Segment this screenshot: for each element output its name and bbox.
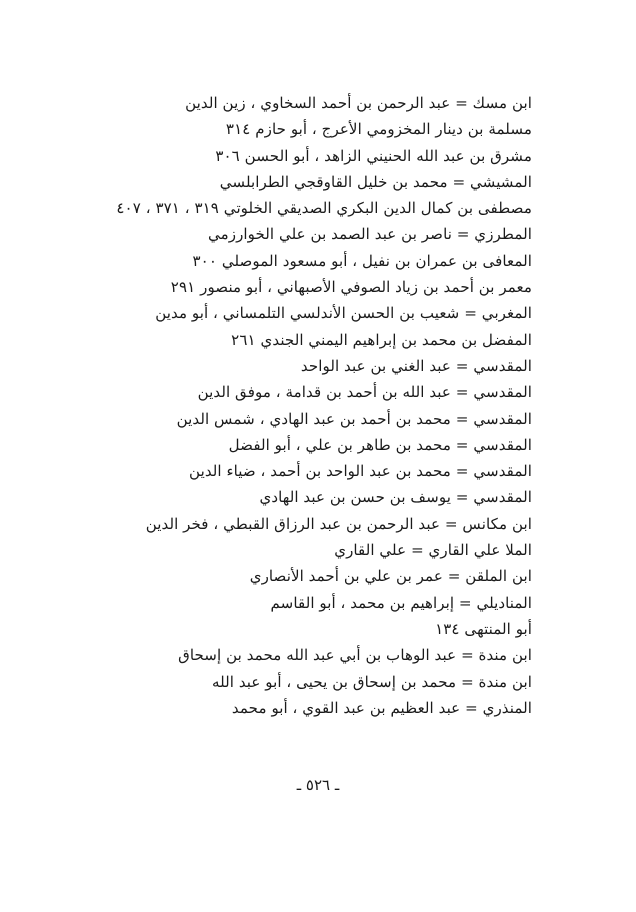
index-entry: معمر بن أحمد بن زياد الصوفي الأصبهاني ، أبو منصور ٢٩١ [170, 278, 532, 297]
index-entry: المغربي = شعيب بن الحسن الأندلسي التلمساني ، أبو مدين [155, 304, 532, 323]
index-entry: ابن مندة = عبد الوهاب بن أبي عبد الله محمد بن إسحاق [178, 646, 532, 665]
index-entry: مسلمة بن دينار المخزومي الأعرج ، أبو حازم ٣١٤ [225, 120, 532, 139]
index-entry: المشيشي = محمد بن خليل القاوقجي الطرابلسي [219, 172, 532, 191]
index-entry: المقدسي = عبد الله بن أحمد بن قدامة ، موفق الدين [197, 383, 532, 402]
index-entry: أبو المنتهى ١٣٤ [435, 619, 532, 638]
index-entry: المناديلي = إبراهيم بن محمد ، أبو القاسم [270, 593, 532, 612]
index-entry: ابن مندة = محمد بن إسحاق بن يحيى ، أبو عبد الله [211, 672, 532, 691]
index-entry: المنذري = عبد العظيم بن عبد القوي ، أبو محمد [231, 698, 532, 717]
index-entry: المقدسي = محمد بن عبد الواحد بن أحمد ، ضياء الدين [189, 462, 532, 481]
index-entry: المعافى بن عمران بن نفيل ، أبو مسعود الموصلي ٣٠٠ [192, 251, 532, 270]
index-entry: المقدسي = يوسف بن حسن بن عبد الهادي [259, 488, 532, 507]
index-entry: ابن مكانس = عبد الرحمن بن عبد الرزاق القبطي ، فخر الدين [145, 514, 532, 533]
index-entry: مصطفى بن كمال الدين البكري الصديقي الخلوتي ٣١٩ ، ٣٧١ ، ٤٠٧ [116, 199, 532, 218]
index-entry: المطرزي = ناصر بن عبد الصمد بن علي الخوارزمي [207, 225, 532, 244]
index-entries-list [0, 90, 532, 721]
index-entry: الملا علي القاري = علي القاري [334, 541, 532, 560]
index-entry: المفضل بن محمد بن إبراهيم اليمني الجندي ٢٦١ [231, 330, 532, 349]
index-entry: المقدسي = محمد بن طاهر بن علي ، أبو الفضل [228, 435, 532, 454]
index-entry: مشرق بن عبد الله الحنيني الزاهد ، أبو الحسن ٣٠٦ [215, 146, 532, 165]
index-entry: المقدسي = محمد بن أحمد بن عبد الهادي ، شمس الدين [176, 409, 532, 428]
page-number: ـ ٥٢٦ ـ [296, 776, 340, 794]
index-entry: ابن الملقن = عمر بن علي بن أحمد الأنصاري [249, 567, 532, 586]
index-entry: ابن مسك = عبد الرحمن بن أحمد السخاوي ، زين الدين [185, 94, 532, 112]
index-entry: المقدسي = عبد الغني بن عبد الواحد [300, 356, 532, 375]
